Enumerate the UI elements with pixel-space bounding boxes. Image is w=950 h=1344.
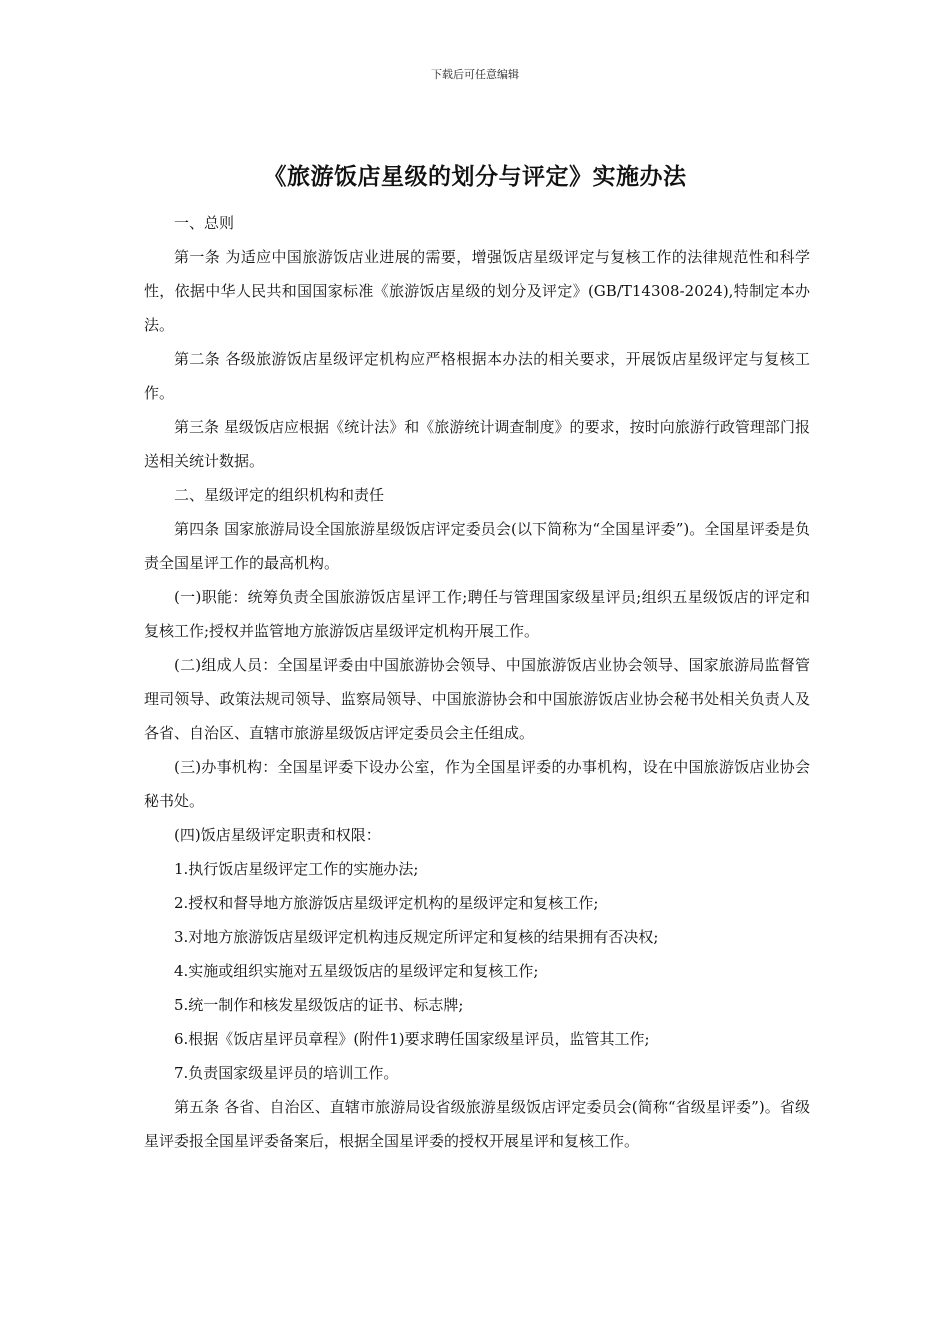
duty-6: 6.根据《饭店星评员章程》(附件1)要求聘任国家级星评员，监管其工作; (174, 1030, 650, 1048)
article-4-item-2: (二)组成人员：全国星评委由中国旅游协会领导、中国旅游饭店业协会领导、国家旅游局监督管理司领导、政策法规司领导、监察局领导、中国旅游协会和中国旅游饭店业协会秘书处相关负责人及各省、自治区、直辖市旅游星级饭店评定委员会主任组成。 (144, 656, 810, 742)
article-4-item-3: (三)办事机构：全国星评委下设办公室，作为全国星评委的办事机构，设在中国旅游饭店业协会秘书处。 (144, 758, 810, 810)
article-4-item-1: (一)职能：统筹负责全国旅游饭店星评工作;聘任与管理国家级星评员;组织五星级饭店的评定和复核工作;授权并监管地方旅游饭店星级评定机构开展工作。 (144, 588, 810, 640)
duty-3: 3.对地方旅游饭店星级评定机构违反规定所评定和复核的结果拥有否决权; (174, 928, 659, 946)
article-2: 第二条 各级旅游饭店星级评定机构应严格根据本办法的相关要求，开展饭店星级评定与复核工作。 (144, 350, 810, 402)
duty-7: 7.负责国家级星评员的培训工作。 (174, 1064, 399, 1082)
duty-5: 5.统一制作和核发星级饭店的证书、标志牌; (174, 996, 464, 1014)
document-body (144, 206, 810, 1158)
document-title: 《旅游饭店星级的划分与评定》实施办法 (263, 164, 687, 190)
header-note: 下载后可任意编辑 (431, 68, 519, 81)
section-heading-general: 一、总则 (174, 214, 235, 232)
duty-4: 4.实施或组织实施对五星级饭店的星级评定和复核工作; (174, 962, 539, 980)
article-4: 第四条 国家旅游局设全国旅游星级饭店评定委员会(以下简称为“全国星评委”)。全国星评委是负责全国星评工作的最高机构。 (144, 520, 810, 572)
article-3: 第三条 星级饭店应根据《统计法》和《旅游统计调查制度》的要求，按时向旅游行政管理部门报送相关统计数据。 (144, 418, 810, 470)
article-1: 第一条 为适应中国旅游饭店业进展的需要，增强饭店星级评定与复核工作的法律规范性和科学性，依据中华人民共和国国家标准《旅游饭店星级的划分及评定》(GB/T14308-2024),特制定本办法。 (144, 248, 810, 334)
section-heading-organization: 二、星级评定的组织机构和责任 (174, 486, 385, 504)
article-5: 第五条 各省、自治区、直辖市旅游局设省级旅游星级饭店评定委员会(简称“省级星评委”)。省级星评委报全国星评委备案后，根据全国星评委的授权开展星评和复核工作。 (144, 1098, 810, 1150)
article-4-item-4: (四)饭店星级评定职责和权限： (174, 826, 381, 844)
duty-1: 1.执行饭店星级评定工作的实施办法; (174, 860, 419, 878)
duty-2: 2.授权和督导地方旅游饭店星级评定机构的星级评定和复核工作; (174, 894, 599, 912)
